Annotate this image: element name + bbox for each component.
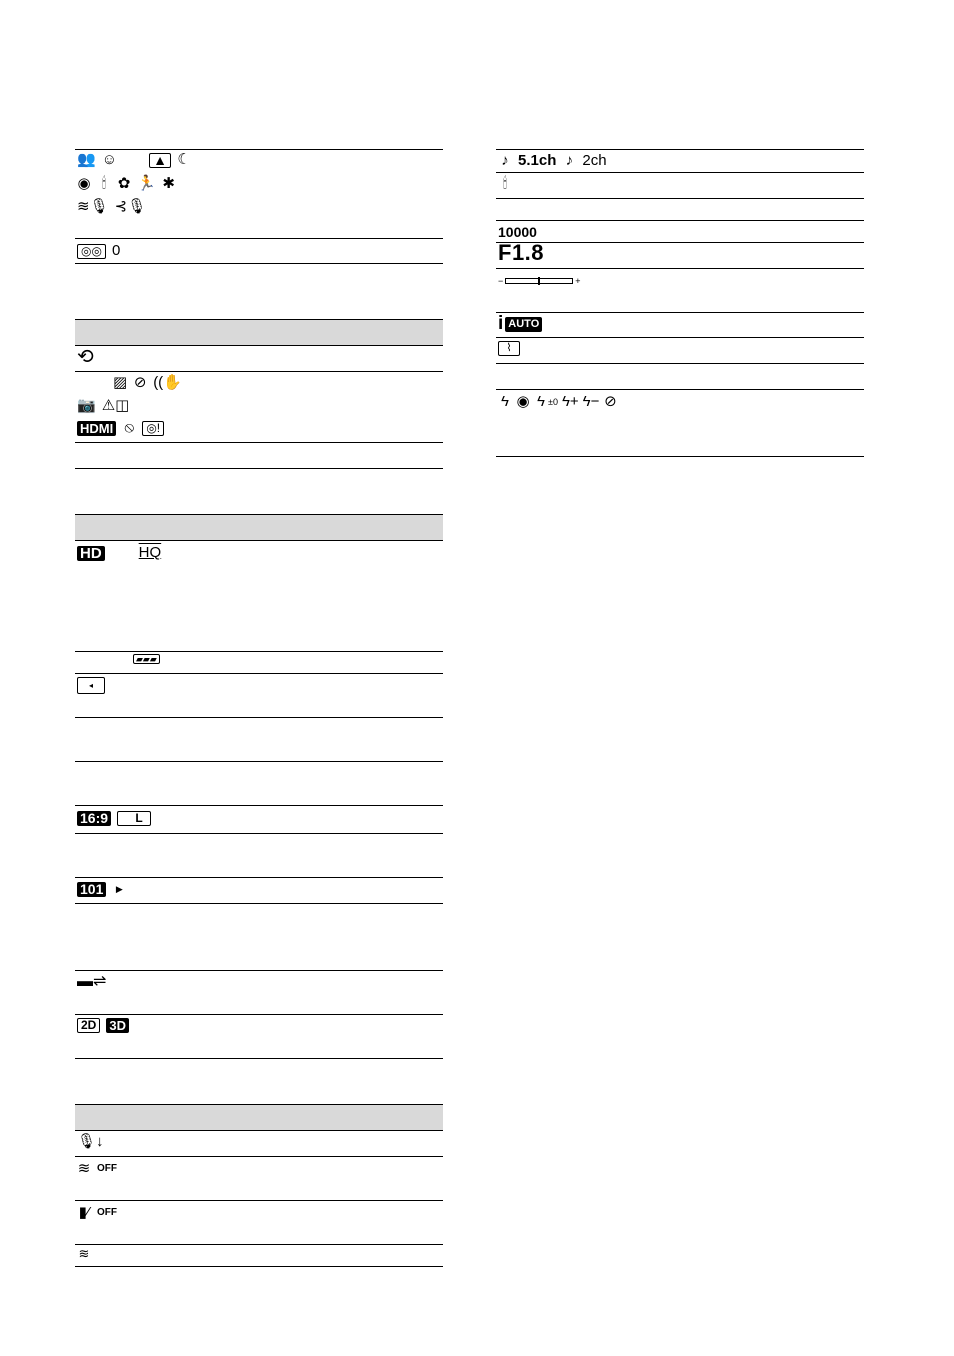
wind-noise-off-icon: ≋ [77,1160,91,1177]
flash-icon: ϟ [501,393,509,410]
shutter-row [498,223,537,241]
rule [75,371,443,372]
scene-icons-row-1 [77,152,191,168]
rule [75,877,443,878]
flash-minus-icon: ϟ− [582,393,600,410]
shake-warning-icon: ((✋ [153,374,182,391]
demo-row [77,346,94,368]
flash-plus-icon: ϟ+ [561,393,579,410]
iauto-label: AUTO [505,317,542,332]
exposure-minus: − [498,276,504,286]
fireworks-icon: ✱ [162,175,175,192]
memory-card-icon: ◂ [77,677,105,694]
exposure-bar [505,278,573,284]
exposure-row [498,272,581,290]
mode-row [77,1018,129,1033]
image-size-row [77,811,151,826]
rule [75,1014,443,1015]
candle-icon: 🕯 [101,175,107,192]
wifi-row [77,1246,91,1262]
rule [75,651,443,652]
quality-row [77,544,161,562]
rule [496,389,864,390]
scene-icons-row-3 [77,199,146,215]
section-header [75,1104,443,1131]
low-light-row [498,176,512,192]
card-error-icon: ⊘ [133,374,147,391]
scene-change-row [498,341,520,356]
spotlight-icon: ◉ [77,175,91,192]
hdmi-label: HDMI [77,421,116,436]
portrait-icon: 👥 [77,151,96,168]
rule [496,220,864,221]
rule [75,442,443,443]
rule [496,242,864,243]
night-icon: ☾ [177,151,191,168]
rule [75,717,443,718]
mic-row [77,1134,104,1150]
rule [75,833,443,834]
candle-icon: 🕯 [502,175,508,192]
usb-connect-icon: ▬⇌ [77,973,107,990]
hd-icon: HD [77,546,105,561]
rule [75,1058,443,1059]
iauto-row [498,315,542,333]
warning-row-1 [113,375,182,391]
light-off-icon: ▮⁄ [78,1204,90,1221]
rule [75,149,443,150]
rule [75,1266,443,1267]
warning-row-3 [77,420,164,436]
rule [496,172,864,173]
image-size-icon: L [117,811,151,826]
overlap-icon: ◎◎ [77,244,106,259]
folder-row [77,881,126,897]
rule [496,198,864,199]
rule [75,1156,443,1157]
2d-icon: 2D [77,1018,100,1033]
play-icon: ▶ [115,884,123,894]
repeat-icon: ⟲ [77,346,94,368]
flash-off-icon: ⊘ [604,393,617,410]
rule [496,456,864,457]
rule [496,363,864,364]
shutter-value: 10000 [498,224,537,240]
battery-row [133,654,160,664]
wind-off-row [77,1160,117,1178]
section-header [75,514,443,541]
audio-row [498,152,607,170]
ratio-icon: 16:9 [77,811,111,826]
flash-icon: ϟ [537,393,545,410]
overlap-value: 0 [111,242,121,259]
rule [75,970,443,971]
note-icon: ♪ [501,152,509,169]
usb-row [77,974,106,990]
hq-icon: HQ [138,544,162,561]
rule [75,238,443,239]
section-header [75,319,443,346]
baby-icon: ☺ [101,151,118,168]
scene-icons-row-2 [77,176,176,192]
light-off-row [77,1204,117,1222]
exposure-marker [538,277,540,285]
audio-2-label: 2ch [582,152,607,169]
landscape-icon: ▲ [149,153,171,168]
prohibited-icon: ⦸ [124,419,135,436]
scene-change-icon: ⌇ [498,341,520,356]
folder-icon: 101 [77,882,106,897]
off-label: OFF [97,1163,117,1174]
flash-row [498,393,617,411]
aperture-value: F1.8 [498,240,545,265]
lens-cover-warning-icon: 📷 [77,397,96,414]
iauto-i: i [498,313,504,334]
rule [75,903,443,904]
exposure-plus: + [575,276,581,286]
off-label: OFF [97,1207,117,1218]
rule [496,268,864,269]
rule [75,1244,443,1245]
rule [75,1200,443,1201]
warning-row-2 [77,398,129,414]
note-icon: ♪ [565,152,574,169]
red-eye-icon: ◉ [516,393,530,410]
rule [496,149,864,150]
rule [75,263,443,264]
mic-level-icon: 🎙↓ [77,1133,104,1150]
audio-51-label: 5.1ch [518,152,557,169]
aperture-row [498,240,545,265]
memory-card-warning-icon: ▨ [113,374,128,391]
media-row [77,677,105,694]
3d-icon: 3D [106,1018,129,1033]
overlap-row [77,242,120,260]
rule [496,312,864,313]
flash-zero: ±0 [548,397,558,407]
wifi-icon: ≋ [78,1246,90,1261]
overlap-lock-icon: ◎! [142,421,164,436]
rule [75,805,443,806]
rule [75,761,443,762]
zoom-mic-icon: ⊰🎙 [114,198,147,215]
battery-icon: ▰▰▰ [133,654,160,664]
rule [496,337,864,338]
rule [75,673,443,674]
rule [75,468,443,469]
flower-icon: ✿ [117,175,131,192]
warning-card-icon: ⚠◫ [101,397,130,414]
wind-mic-icon: ≋🎙 [77,198,109,215]
sports-icon: 🏃 [137,175,156,192]
